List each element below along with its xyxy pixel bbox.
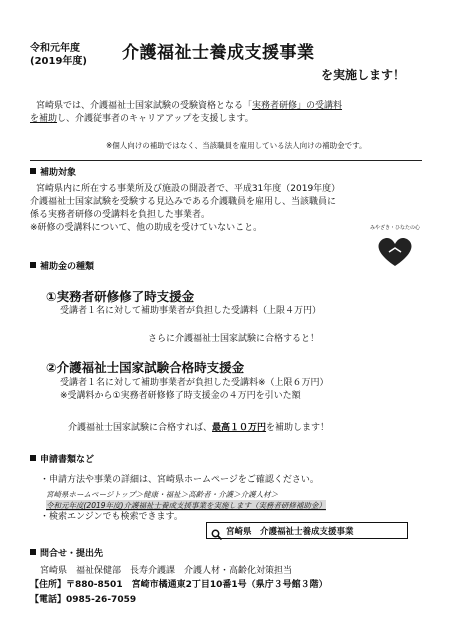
website-path-line-1[interactable]: 宮崎県ホームページトップ＞健康・福祉＞高齢者・介護＞介護人材＞ [46,490,279,499]
subsidy-2-description: 受講者１名に対して補助事業者が負担した受講料※（上限６万円） [60,378,329,388]
fiscal-year-western-label: (2019年度) [30,56,87,67]
page-subtitle: を実施します！ [321,68,406,82]
section-heading-application: 申請書類など [30,452,94,465]
divider [30,160,422,161]
section-heading-subsidy-types: 補助金の種類 [30,259,94,272]
contact-organization: 宮崎県 福祉保健部 長寿介護課 介護人材・高齢化対策担当 [40,566,293,576]
exam-pass-bridge-text: さらに介護福祉士国家試験に合格すると！ [148,334,320,344]
contact-phone: 【電話】0985-26-7059 [30,595,137,605]
subsidy-1-description: 受講者１名に対して補助事業者が負担した受講料（上限４万円） [60,306,322,316]
subsidy-2-title: ②介護福祉士国家試験合格時支援金 [46,360,245,375]
intro-note: ※個人向けの補助ではなく、当該職員を雇用している法人向けの補助金です。 [106,141,367,150]
search-icon [211,525,222,544]
application-instruction: ・申請方法や事業の詳細は、宮崎県ホームページをご確認ください。 [40,475,319,485]
subsidy-summary: 介護福祉士国家試験に合格すれば、最高１０万円を補助します！ [68,423,330,433]
eligibility-line-2: 介護福祉士国家試験を受験する見込みである介護職員を雇用し、当該職員に [30,197,337,207]
subsidy-2-note: ※受講料から①実務者研修修了時支援金の４万円を引いた額 [60,391,301,401]
contact-address: 【住所】〒880-8501 宮崎市橘通東2丁目10番1号（県庁３号館３階） [30,580,328,590]
section-heading-contact: 問合せ・提出先 [30,546,103,559]
intro-line-1: 宮崎県では、介護福祉士国家試験の受験資格となる「実務者研修」の受講料 [36,101,343,111]
eligibility-line-3: 係る実務者研修の受講料を負担した事業者。 [30,210,211,220]
subsidy-1-title: ①実務者研修修了時支援金 [46,289,195,304]
eligibility-note: ※研修の受講料について、他の助成を受けていないこと。 [30,223,263,233]
website-path-line-2[interactable]: 令和元年度(2019年度)介護福祉士養成支援事業を実施します（実務者研修補助金） [46,501,326,510]
logo-caption: みやざき・ひなたの心 [369,225,420,231]
miyazaki-heart-logo [365,222,425,272]
section-heading-eligibility: 補助対象 [30,165,76,178]
search-keyword-box[interactable] [206,522,408,539]
eligibility-line-1: 宮崎県内に所在する事業所及び施設の開設者で、平成31年度（2019年度） [36,184,341,194]
page-title: 介護福祉士養成支援事業 [122,43,315,63]
fiscal-year-label: 令和元年度 [30,43,80,54]
search-keywords: 宮崎県 介護福祉士養成支援事業 [226,527,354,537]
intro-line-2: を補助し、介護従事者のキャリアアップを支援します。 [30,114,254,124]
search-engine-note: ・検索エンジンでも検索できます。 [40,512,183,522]
